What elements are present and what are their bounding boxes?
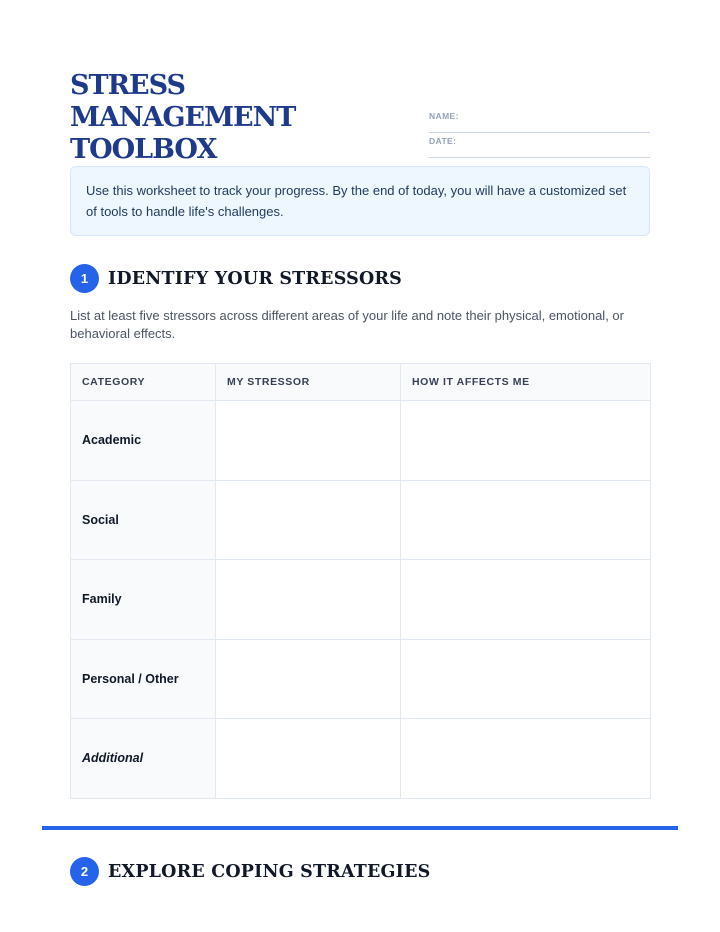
section-number-badge: 1 <box>70 264 99 293</box>
page-title: STRESS MANAGEMENT TOOLBOX <box>70 70 296 165</box>
stressor-cell[interactable] <box>216 560 401 640</box>
intro-text: Use this worksheet to track your progress. By the end of today, you will have a customized set of tools to handle life's challenges. <box>86 183 627 219</box>
section-1-description: List at least five stressors across different areas of your life and note their physical, emotional, or behavioral effects. <box>70 308 624 341</box>
table-row <box>71 401 651 481</box>
table-row <box>71 719 651 799</box>
effect-cell[interactable] <box>401 639 651 719</box>
stressor-cell[interactable] <box>216 639 401 719</box>
category-cell: Academic <box>71 401 216 481</box>
section-title: IDENTIFY YOUR STRESSORS <box>108 268 403 289</box>
section-2-heading <box>70 857 430 886</box>
stressors-table <box>70 363 651 799</box>
name-label: NAME: <box>429 111 459 121</box>
effect-cell[interactable] <box>401 401 651 481</box>
column-header-category: CATEGORY <box>71 364 216 401</box>
category-cell: Family <box>71 560 216 640</box>
stressor-cell[interactable] <box>216 719 401 799</box>
section-divider <box>42 826 678 830</box>
effect-cell[interactable] <box>401 480 651 560</box>
stressor-cell[interactable] <box>216 401 401 481</box>
table-header-row <box>71 364 651 401</box>
table-row <box>71 480 651 560</box>
stressor-cell[interactable] <box>216 480 401 560</box>
table-row <box>71 560 651 640</box>
date-field[interactable] <box>429 133 650 158</box>
section-number-badge: 2 <box>70 857 99 886</box>
category-cell: Additional <box>71 719 216 799</box>
column-header-effect: HOW IT AFFECTS ME <box>401 364 651 401</box>
table-row <box>71 639 651 719</box>
category-cell: Social <box>71 480 216 560</box>
name-field[interactable] <box>429 108 650 133</box>
effect-cell[interactable] <box>401 560 651 640</box>
effect-cell[interactable] <box>401 719 651 799</box>
student-fields <box>429 108 650 158</box>
column-header-stressor: MY STRESSOR <box>216 364 401 401</box>
intro-callout <box>70 166 650 236</box>
date-label: DATE: <box>429 136 457 146</box>
section-1-heading <box>70 264 402 293</box>
section-title: EXPLORE COPING STRATEGIES <box>108 861 431 882</box>
category-cell: Personal / Other <box>71 639 216 719</box>
